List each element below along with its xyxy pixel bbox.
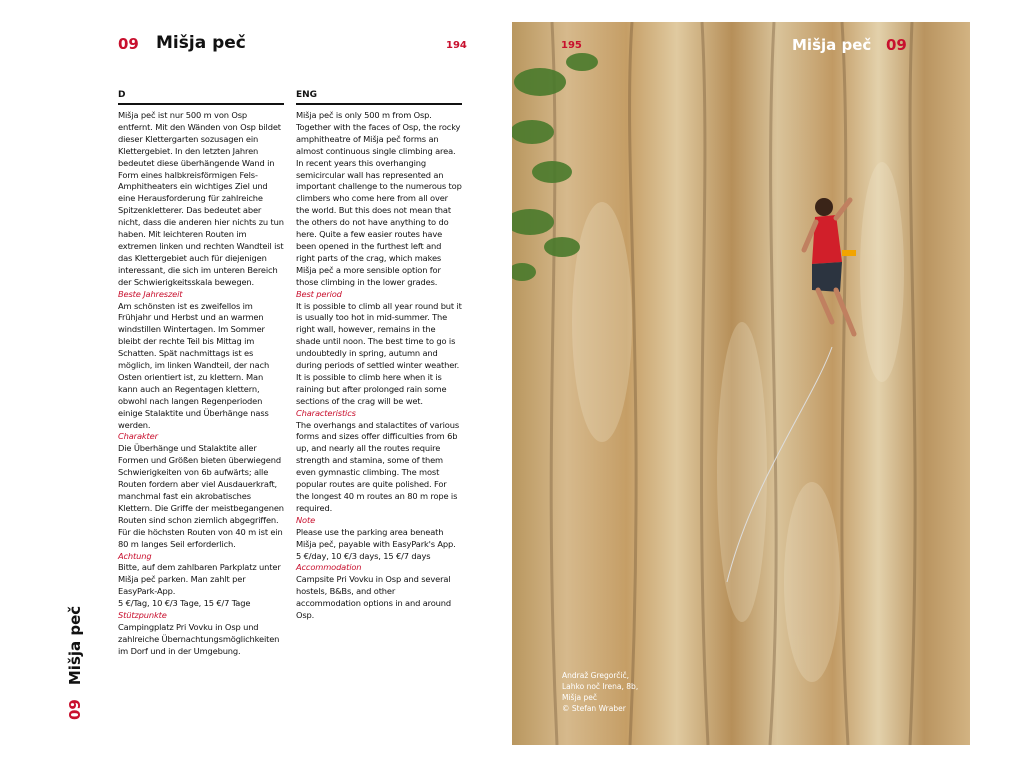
paragraph: Die Überhänge und Stalaktite aller Formen und Größen bieten überwiegend Schwierigkeiten von 6b aufwärts; alle Routen fordern aber viel Ausdauerkraft, manchmal fast ein akrobatisches Klettern. Die Griffe der meistbegangenen Routen sind schon ziemlich abgegriffen. Für die höchsten Routen von 40 m ist ein 80 m langes Seil erforderlich. (118, 443, 284, 549)
german-column-heading: D (118, 89, 284, 105)
paragraph: It is possible to climb all year round but it is usually too hot in mid-summer. The right wall, however, remains in the shade until noon. The best time to go is undoubtedly in spring, autumn and during periods of settled winter weather. It is possible to climb here when it is raining but after prolonged rain some sections of the crag will be wet. (296, 300, 462, 406)
paragraph: Please use the parking area beneath Mišja peč, payable with EasyPark's App. (296, 526, 456, 549)
english-column-heading: ENG (296, 89, 462, 105)
english-column-body (296, 110, 462, 622)
paragraph: 5 €/Tag, 10 €/3 Tage, 15 €/7 Tage (118, 598, 251, 609)
section-subheading: Characteristics (296, 407, 356, 418)
english-column (296, 89, 462, 622)
paragraph: Campingplatz Pri Vovku in Osp und zahlreiche Übernachtungsmöglichkeiten im Dorf und in der Umgebung. (118, 621, 280, 656)
chapter-title: Mišja peč (156, 33, 246, 53)
paragraph: 5 €/day, 10 €/3 days, 15 €/7 days (296, 550, 431, 561)
paragraph: Campsite Pri Vovku in Osp and several hostels, B&Bs, and other accommodation options in and around Osp. (296, 574, 451, 621)
paragraph: Mišja peč is only 500 m from Osp. Together with the faces of Osp, the rocky amphitheatre of Mišja peč forms an almost continuous single climbing area. In recent years this overhanging semicircular wall has represented an important challenge to the numerous top climbers who come here from all over the world. But this does not mean that the others do not have anything to do here. Quite a few easier routes have been opened in the furthest left and right parts of the crag, which makes Mišja peč a more sensible option for those climbing in the lower grades. (296, 110, 462, 287)
section-subheading: Best period (296, 288, 342, 299)
caption-line: Andraž Gregorčič, (562, 671, 629, 680)
section-subheading: Stützpunkte (118, 610, 167, 621)
section-subheading: Charakter (118, 431, 158, 442)
section-subheading: Note (296, 514, 316, 525)
chapter-number: 09 (118, 35, 139, 53)
photo-caption (562, 670, 638, 714)
page-number-right: 195 (561, 40, 582, 51)
german-column-body (118, 110, 284, 658)
section-subheading: Accommodation (296, 562, 362, 573)
side-chapter-label (66, 606, 84, 720)
caption-line: Lahko noč Irena, 8b, (562, 682, 639, 691)
paragraph: Mišja peč ist nur 500 m von Osp entfernt. Mit den Wänden von Osp bildet dieser Klettergarten sozusagen ein Klettergebiet. In den letzten Jahren bedeutet diese überhängende Wand in Form eines halbkreisförmigen Fels-Amphitheaters ein wichtiges Ziel und eine Herausforderung für zahlreiche Spitzenkletterer. Das bedeutet aber nicht, dass die anderen hier nichts zu tun haben. Mit leichteren Routen im extremen linken und rechten Wandteil ist das Klettergebiet auch für diejenigen interessant, die sich im unteren Bereich der Schwierigkeitsskala bewegen. (118, 110, 284, 287)
caption-line: Mišja peč (562, 693, 598, 702)
paragraph: Bitte, auf dem zahlbaren Parkplatz unter Mišja peč parken. Man zahlt per EasyPark-App. (118, 562, 281, 597)
caption-line: © Stefan Wraber (562, 704, 626, 713)
side-chapter-number: 09 (66, 699, 84, 720)
page-number-left: 194 (446, 40, 467, 51)
section-subheading: Achtung (118, 550, 152, 561)
german-column (118, 89, 284, 658)
rock-wall-illustration (512, 22, 970, 745)
side-chapter-title: Mišja peč (66, 605, 84, 686)
paragraph: Am schönsten ist es zweifellos im Frühjahr und Herbst und an warmen windstillen Wintertagen. Im Sommer bleibt der rechte Teil bis Mittag im Schatten. Spät nachmittags ist es möglich, im linken Wandteil, der nach Osten orientiert ist, zu klettern. Man kann auch an Regentagen klettern, obwohl nach langen Regenperioden einige Stalaktite und Überhänge nass werden. (118, 300, 270, 430)
section-subheading: Beste Jahreszeit (118, 288, 183, 299)
climbing-photo (512, 22, 970, 745)
paragraph: The overhangs and stalactites of various forms and sizes offer difficulties from 6b up, and nearly all the routes require strength and stamina, some of them even gymnastic climbing. The most popular routes are quite polished. For the longest 40 m routes an 80 m rope is required. (296, 419, 459, 513)
photo-page-title: Mišja peč (792, 36, 872, 54)
photo-chapter-number: 09 (886, 36, 907, 54)
